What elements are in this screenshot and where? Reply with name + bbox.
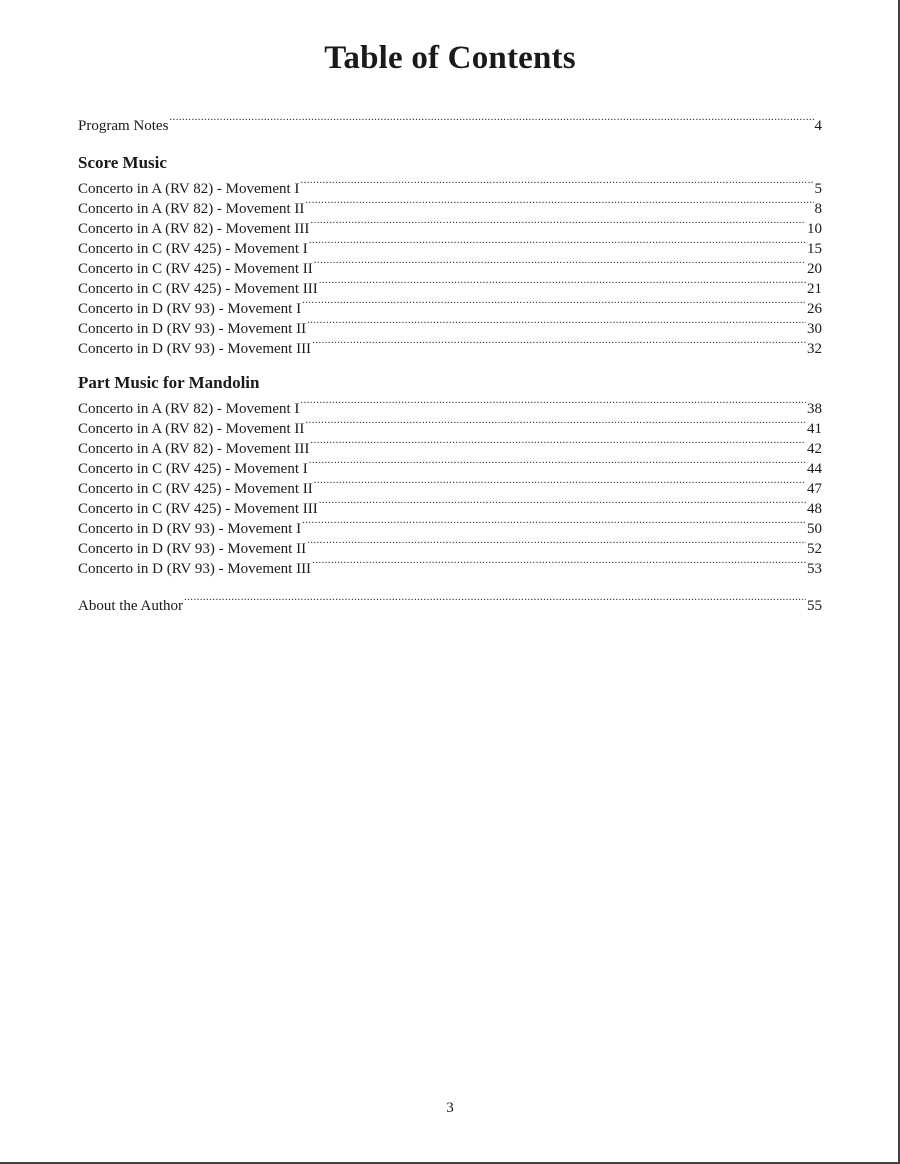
toc-entry-page: 42 [807, 441, 822, 457]
dot-leader [305, 193, 813, 213]
section-heading-score-music: Score Music [78, 153, 167, 172]
toc-entry-label: Concerto in C (RV 425) - Movement I [78, 461, 308, 477]
toc-entry-page: 55 [807, 598, 822, 614]
toc-entry-label: Concerto in D (RV 93) - Movement III [78, 561, 312, 577]
toc-entry-page: 41 [807, 421, 822, 437]
toc-entry-label: Program Notes [78, 118, 169, 134]
dot-leader [307, 533, 806, 553]
dot-leader [300, 393, 806, 413]
toc-entry-page: 30 [807, 321, 822, 337]
dot-leader [312, 553, 806, 573]
toc-entry-page: 38 [807, 401, 822, 417]
toc-entry-page: 32 [807, 341, 822, 357]
dot-leader [184, 590, 806, 610]
page-title: Table of Contents [324, 40, 576, 76]
dot-leader [305, 413, 806, 433]
toc-entry-page: 50 [807, 521, 822, 537]
toc-entry-label: Concerto in C (RV 425) - Movement I [78, 241, 308, 257]
toc-entry-label: Concerto in C (RV 425) - Movement III [78, 501, 318, 517]
dot-leader [309, 453, 806, 473]
dot-leader [314, 473, 806, 493]
toc-entry[interactable] [78, 393, 822, 417]
dot-leader [310, 213, 806, 233]
toc-entry-page: 53 [807, 561, 822, 577]
section-heading-part-music: Part Music for Mandolin [78, 373, 260, 392]
page-number: 3 [446, 1100, 454, 1116]
toc-entry-page: 8 [814, 201, 822, 217]
dot-leader [312, 333, 806, 353]
toc-entry-page: 10 [807, 221, 822, 237]
toc-entry-label: Concerto in D (RV 93) - Movement II [78, 321, 307, 337]
toc-entry-page: 26 [807, 301, 822, 317]
dot-leader [309, 233, 806, 253]
toc-entry-label: Concerto in D (RV 93) - Movement I [78, 301, 302, 317]
toc-about-author-block [78, 590, 822, 614]
toc-entry-about-author[interactable] [78, 590, 822, 614]
toc-entry-label: Concerto in D (RV 93) - Movement II [78, 541, 307, 557]
toc-entry-label: Concerto in A (RV 82) - Movement III [78, 441, 310, 457]
toc-program-notes-block [78, 110, 822, 134]
dot-leader [314, 253, 806, 273]
dot-leader [169, 110, 813, 130]
toc-entry[interactable] [78, 173, 822, 197]
toc-entry-page: 5 [814, 181, 822, 197]
toc-entry-page: 44 [807, 461, 822, 477]
toc-entry-page: 52 [807, 541, 822, 557]
toc-entry-label: Concerto in C (RV 425) - Movement III [78, 281, 318, 297]
toc-entry-page: 47 [807, 481, 822, 497]
toc-entry-label: Concerto in A (RV 82) - Movement I [78, 181, 300, 197]
toc-section-part-music [78, 373, 822, 577]
dot-leader [310, 433, 806, 453]
toc-entry-label: Concerto in A (RV 82) - Movement II [78, 201, 305, 217]
dot-leader [319, 273, 806, 293]
toc-entry-label: Concerto in A (RV 82) - Movement I [78, 401, 300, 417]
toc-entry-page: 20 [807, 261, 822, 277]
toc-entry-label: Concerto in C (RV 425) - Movement II [78, 261, 313, 277]
toc-entry-page: 48 [807, 501, 822, 517]
toc-entry-label: Concerto in A (RV 82) - Movement II [78, 421, 305, 437]
dot-leader [300, 173, 813, 193]
dot-leader [307, 313, 806, 333]
toc-entry-label: Concerto in A (RV 82) - Movement III [78, 221, 310, 237]
toc-entry-label: Concerto in C (RV 425) - Movement II [78, 481, 313, 497]
dot-leader [302, 513, 806, 533]
dot-leader [302, 293, 806, 313]
toc-section-score-music [78, 153, 822, 357]
toc-entry-label: Concerto in D (RV 93) - Movement I [78, 521, 302, 537]
toc-entry-label: Concerto in D (RV 93) - Movement III [78, 341, 312, 357]
toc-entry-page: 21 [807, 281, 822, 297]
toc-entry-page: 4 [814, 118, 822, 134]
dot-leader [319, 493, 806, 513]
toc-entry-program-notes[interactable] [78, 110, 822, 134]
toc-entry-page: 15 [807, 241, 822, 257]
toc-entry-label: About the Author [78, 598, 183, 614]
